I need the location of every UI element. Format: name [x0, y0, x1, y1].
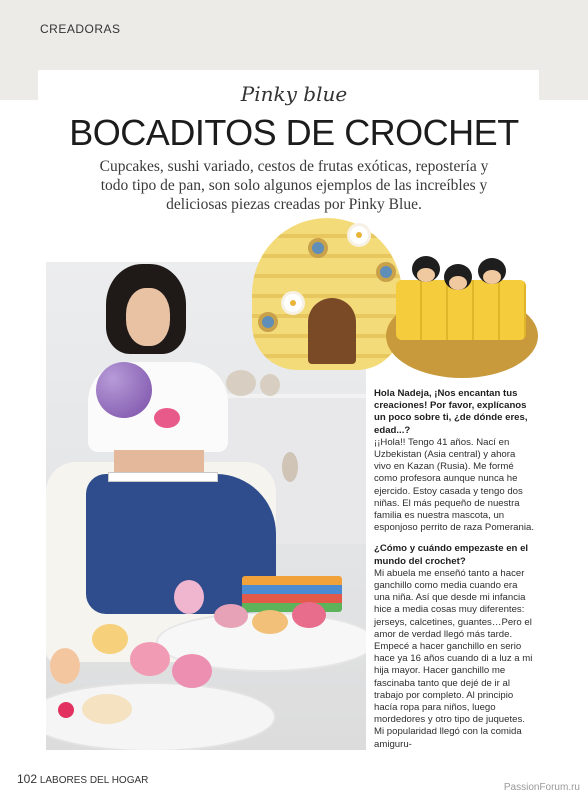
question: ¿Cómo y cuándo empezaste en el mundo del crochet? — [374, 543, 529, 567]
bee-face — [417, 268, 435, 282]
book-stack — [242, 576, 342, 612]
bee-face — [483, 270, 501, 284]
vase — [282, 452, 298, 482]
hive-window — [308, 238, 328, 258]
question: Hola Nadeja, ¡Nos encantan tus creaciones! Por favor, explícanos un poco sobre ti, ¿de dónde eres, edad...? — [374, 388, 528, 436]
grape-toy — [96, 362, 152, 418]
article-title: BOCADITOS DE CROCHET — [69, 112, 519, 153]
cookie-toy — [252, 610, 288, 634]
belt — [108, 472, 218, 482]
page-number: 102 — [17, 772, 38, 786]
front-table — [46, 682, 276, 750]
cupcake-toy — [130, 642, 170, 676]
flower-center — [290, 300, 296, 306]
brand-name: Pinky blue — [240, 82, 348, 106]
donut-toy — [292, 602, 326, 628]
cupcake-toy — [174, 580, 204, 614]
cupcake-toy — [92, 624, 128, 654]
beehive-photo — [248, 208, 538, 378]
answer: Mi abuela me enseñó tanto a hacer ganchillo como media cuando era una niña. Así que desde mi infancia hice a media cosas muy diferentes: jerseys, calcetines, guantes…Pero el amor de verdad llegó más tarde. Empecé a hacer ganchillo en serio hace ya 16 años cuando di a luz a mi hija mayor. Hacer ganchillo me fascinaba tanto que dejé de ir al trabajo por completo. Al principio hacía ropa para niños, luego mordedores y otro tipo de juquetes. Mi popularidad llegó con la comida amiguru- — [374, 567, 533, 750]
donut-toy — [214, 604, 248, 628]
section-label: CREADORAS — [40, 22, 121, 36]
cake-toy — [172, 654, 212, 688]
cupcake-toy — [50, 648, 80, 684]
hive-door — [308, 298, 356, 364]
magazine-name: LABORES DEL HOGAR — [39, 775, 149, 786]
answer: ¡¡Hola!! Tengo 41 años. Nací en Uzbekistan (Asia central) y ahora vivo en Kazan (Rusia). Me formé como profesora aunque nunca he ejercido. Estoy casada y tengo dos niñas. El más pequeño de nuestra familia es nuestra mascota, un esponjoso perrito de raza Pomerania. — [374, 436, 534, 534]
interview-column — [374, 388, 534, 760]
bee-face — [449, 276, 467, 290]
pink-toy — [154, 408, 180, 428]
flower-center — [356, 232, 362, 238]
dessert-toy — [82, 694, 132, 724]
watermark: PassionForum.ru — [503, 782, 580, 793]
strawberry-toy — [58, 702, 74, 718]
hive-window — [376, 262, 396, 282]
hive-window — [258, 312, 278, 332]
woman-face — [126, 288, 170, 346]
page-footer — [17, 772, 148, 786]
article-intro: Cupcakes, sushi variado, cestos de frutas exóticas, repostería y todo tipo de pan, son solo algunos ejemplos de las increíbles y deliciosas piezas creadas por Pinky Blue. — [99, 158, 489, 213]
